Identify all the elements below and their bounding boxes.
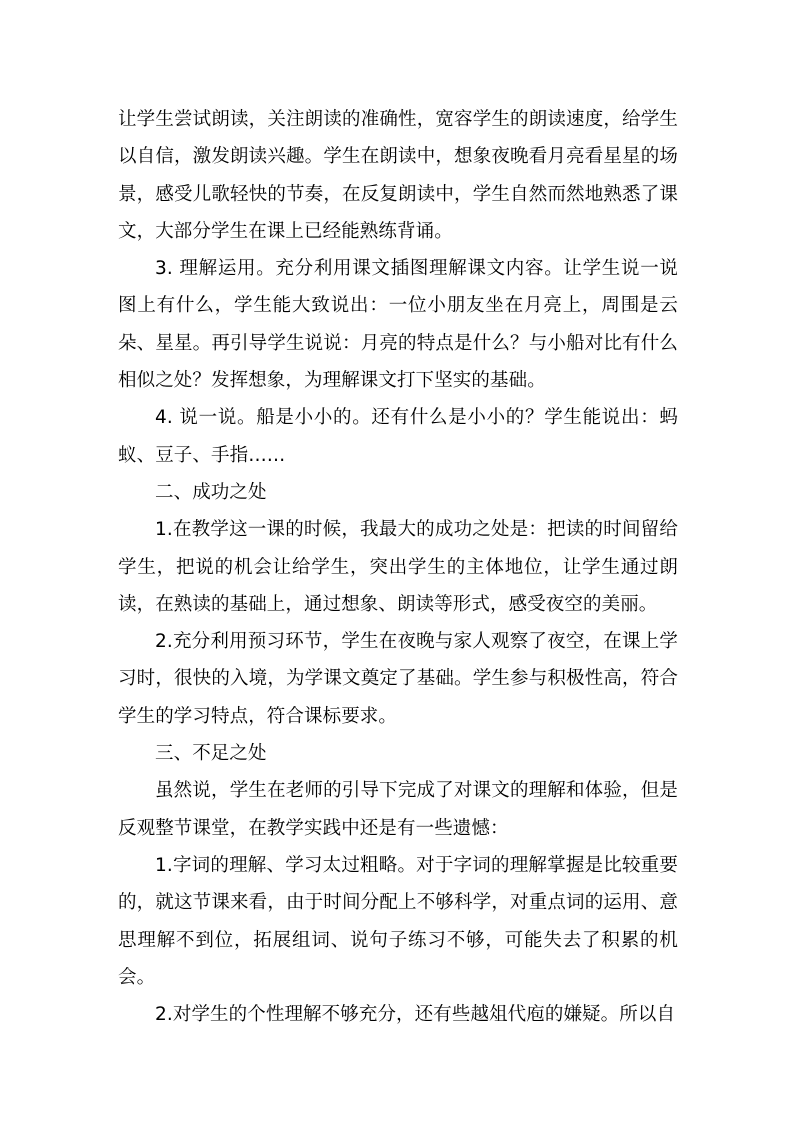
section-heading-shortcomings: 三、不足之处 [155, 743, 267, 765]
paragraph-10: 2.对学生的个性理解不够充分，还有些越俎代庖的嫌疑。所以自 [155, 1004, 676, 1026]
paragraph-8: 虽然说，学生在老师的引导下完成了对课文的理解和体验，但是反观整节课堂，在教学实践中还是有一些遗憾： [118, 780, 678, 839]
paragraph-2: 3. 理解运用。充分利用课文插图理解课文内容。让学生说一说图上有什么，学生能大致说出：一位小朋友坐在月亮上，周围是云朵、星星。再引导学生说说：月亮的特点是什么？与小船对比有什么相似之处？发挥想象，为理解课文打下坚实的基础。 [118, 258, 678, 392]
paragraph-1: 让学生尝试朗读，关注朗读的准确性，宽容学生的朗读速度，给学生以自信，激发朗读兴趣。学生在朗读中，想象夜晚看月亮看星星的场景，感受儿歌轻快的节奏，在反复朗读中，学生自然而然地熟悉了课文，大部分学生在课上已经能熟练背诵。 [118, 109, 678, 242]
paragraph-5: 1.在教学这一课的时候，我最大的成功之处是：把读的时间留给学生，把说的机会让给学生，突出学生的主体地位，让学生通过朗读，在熟读的基础上，通过想象、朗读等形式，感受夜空的美丽。 [118, 519, 678, 615]
paragraph-6: 2.充分利用预习环节，学生在夜晚与家人观察了夜空，在课上学习时，很快的入境，为学课文奠定了基础。学生参与积极性高，符合学生的学习特点，符合课标要求。 [118, 631, 678, 727]
paragraph-3: 4. 说一说。船是小小的。还有什么是小小的？学生能说出：蚂蚁、豆子、手指…… [118, 407, 678, 466]
paragraph-9: 1.字词的理解、学习太过粗略。对于字词的理解掌握是比较重要的，就这节课来看，由于时间分配上不够科学，对重点词的运用、意思理解不到位，拓展组词、说句子练习不够，可能失去了积累的机会。 [118, 854, 678, 988]
section-heading-success: 二、成功之处 [155, 481, 267, 503]
